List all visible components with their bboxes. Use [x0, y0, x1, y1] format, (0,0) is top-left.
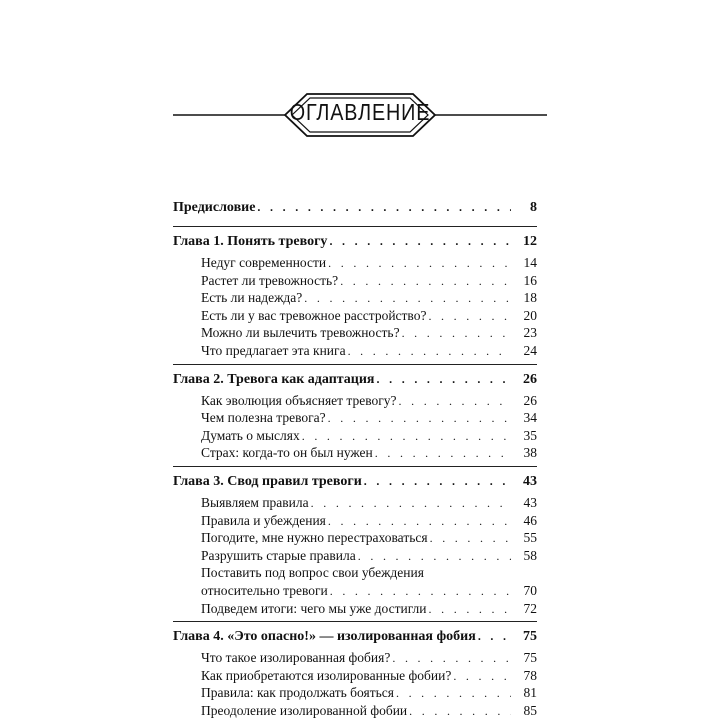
leader-dots: [340, 275, 511, 287]
toc-entry[interactable]: [173, 427, 537, 445]
leader-dots: [429, 603, 511, 615]
toc-entry-title: Правила и убеждения: [201, 512, 326, 528]
toc-entry-page: 34: [523, 410, 537, 426]
toc-entry[interactable]: [173, 289, 537, 307]
toc-entry[interactable]: [173, 272, 537, 290]
toc-entry-line1[interactable]: [173, 564, 537, 582]
toc-entry-page: 43: [523, 494, 537, 510]
toc-entry-page: 38: [523, 445, 537, 461]
toc-entry[interactable]: [173, 600, 537, 618]
toc-chapter-2: [173, 370, 537, 467]
leader-dots: [257, 201, 511, 213]
leader-dots: [377, 373, 511, 385]
leader-dots: [364, 475, 511, 487]
toc-entry[interactable]: [173, 702, 537, 720]
toc-entry-title: Предисловие: [173, 200, 256, 215]
toc-entry-page: 75: [523, 650, 537, 666]
toc-entry-title: Правила: как продолжать бояться: [201, 685, 394, 701]
leader-dots: [311, 497, 511, 509]
toc-entry-page: 20: [523, 307, 537, 323]
toc-entry[interactable]: [173, 307, 537, 325]
toc-entry-page: 16: [523, 272, 537, 288]
toc-entry-title: Как приобретаются изолированные фобии?: [201, 667, 452, 683]
toc-entry-title: Есть ли надежда?: [201, 290, 303, 306]
leader-dots: [396, 687, 511, 699]
leader-dots: [302, 430, 511, 442]
toc-preface[interactable]: [173, 198, 537, 217]
leader-dots: [358, 550, 511, 562]
toc-entry-title: Что такое изолированная фобия?: [201, 650, 391, 666]
toc-entry-page: 14: [523, 255, 537, 270]
toc-entry[interactable]: [173, 254, 537, 272]
leader-dots: [348, 345, 511, 357]
toc-entry-title: Глава 2. Тревога как адаптация: [173, 371, 375, 387]
toc-entry[interactable]: [173, 324, 537, 342]
leader-dots: [430, 532, 511, 544]
toc-entry-page: 81: [523, 685, 537, 701]
leader-dots: [330, 585, 511, 597]
toc-entry-title: Глава 4. «Это опасно!» — изолированная фобия: [173, 629, 476, 645]
toc-entry-title: относительно тревоги: [201, 582, 328, 598]
toc-entry-title: Погодите, мне нужно перестраховаться: [201, 530, 428, 546]
toc-entry-page: 70: [523, 582, 537, 598]
toc-entry-title: Чем полезна тревога?: [201, 410, 326, 426]
toc-entry-page: 85: [523, 702, 537, 718]
toc-entry[interactable]: [173, 392, 537, 410]
title-banner: [0, 0, 720, 160]
toc-entry-page: 75: [523, 629, 537, 645]
toc-entry-title: Растет ли тревожность?: [201, 272, 339, 288]
toc-entry-page: 26: [523, 371, 537, 387]
leader-dots: [328, 412, 511, 424]
toc-entry-page: 58: [523, 547, 537, 563]
toc-entry-page: 12: [523, 234, 537, 249]
table-of-contents: [173, 198, 537, 723]
leader-dots: [328, 257, 511, 269]
toc-preface-section: [173, 198, 537, 227]
toc-entry-title: Преодоление изолированной фобии: [201, 702, 408, 718]
toc-entry[interactable]: [173, 409, 537, 427]
leader-dots: [428, 310, 511, 322]
toc-entry-page: 18: [523, 290, 537, 306]
leader-dots: [328, 515, 511, 527]
toc-entry-title: Думать о мыслях: [201, 427, 300, 443]
toc-chapter-heading[interactable]: [173, 232, 537, 251]
toc-entry[interactable]: [173, 529, 537, 547]
page-title: ОГЛАВЛЕНИЕ: [289, 99, 431, 125]
toc-entry-title: Недуг современности: [201, 255, 327, 270]
toc-entry[interactable]: [173, 494, 537, 512]
toc-chapter-heading[interactable]: [173, 370, 537, 389]
toc-entry[interactable]: [173, 667, 537, 685]
leader-dots: [399, 395, 511, 407]
toc-chapter-heading[interactable]: [173, 472, 537, 491]
toc-entry-page: 43: [523, 473, 537, 489]
leader-dots: [375, 447, 511, 459]
toc-entry-title: Выявляем правила: [201, 494, 309, 510]
leader-dots: [392, 652, 511, 664]
toc-chapter-heading[interactable]: [173, 627, 537, 646]
toc-chapter-4: [173, 627, 537, 723]
toc-entry[interactable]: [173, 512, 537, 530]
toc-entry[interactable]: [173, 444, 537, 462]
toc-entry-page: 55: [523, 530, 537, 546]
toc-entry-title: Поставить под вопрос свои убеждения: [201, 565, 424, 581]
leader-dots: [402, 327, 511, 339]
toc-chapter-1: [173, 232, 537, 365]
leader-dots: [409, 705, 511, 717]
toc-entry-title: Как эволюция объясняет тревогу?: [201, 392, 397, 408]
toc-entry-title: Глава 3. Свод правил тревоги: [173, 473, 362, 489]
toc-entry-page: 8: [530, 200, 537, 215]
leader-dots: [478, 630, 511, 642]
toc-entry-title: Можно ли вылечить тревожность?: [201, 325, 400, 341]
toc-entry-title: Есть ли у вас тревожное расстройство?: [201, 307, 427, 323]
toc-chapter-3: [173, 472, 537, 622]
toc-entry-page: 78: [523, 667, 537, 683]
toc-entry[interactable]: [173, 582, 537, 600]
title-frame: [0, 0, 720, 160]
toc-entry-title: Подведем итоги: чего мы уже достигли: [201, 600, 427, 616]
toc-entry[interactable]: [173, 649, 537, 667]
toc-entry[interactable]: [173, 342, 537, 360]
toc-entry-page: 26: [523, 392, 537, 408]
toc-entry-page: 35: [523, 427, 537, 443]
toc-entry[interactable]: [173, 547, 537, 565]
toc-entry-title: Глава 1. Понять тревогу: [173, 234, 328, 249]
toc-entry-page: 23: [523, 325, 537, 341]
leader-dots: [304, 292, 511, 304]
toc-entry-page: 46: [523, 512, 537, 528]
toc-entry-title: Страх: когда-то он был нужен: [201, 445, 373, 461]
toc-entry-title: Разрушить старые правила: [201, 547, 356, 563]
leader-dots: [453, 670, 511, 682]
toc-entry-page: 24: [523, 342, 537, 358]
leader-dots: [329, 235, 511, 247]
toc-entry-title: Что предлагает эта книга: [201, 342, 346, 358]
toc-entry[interactable]: [173, 684, 537, 702]
toc-entry-page: 72: [523, 600, 537, 616]
